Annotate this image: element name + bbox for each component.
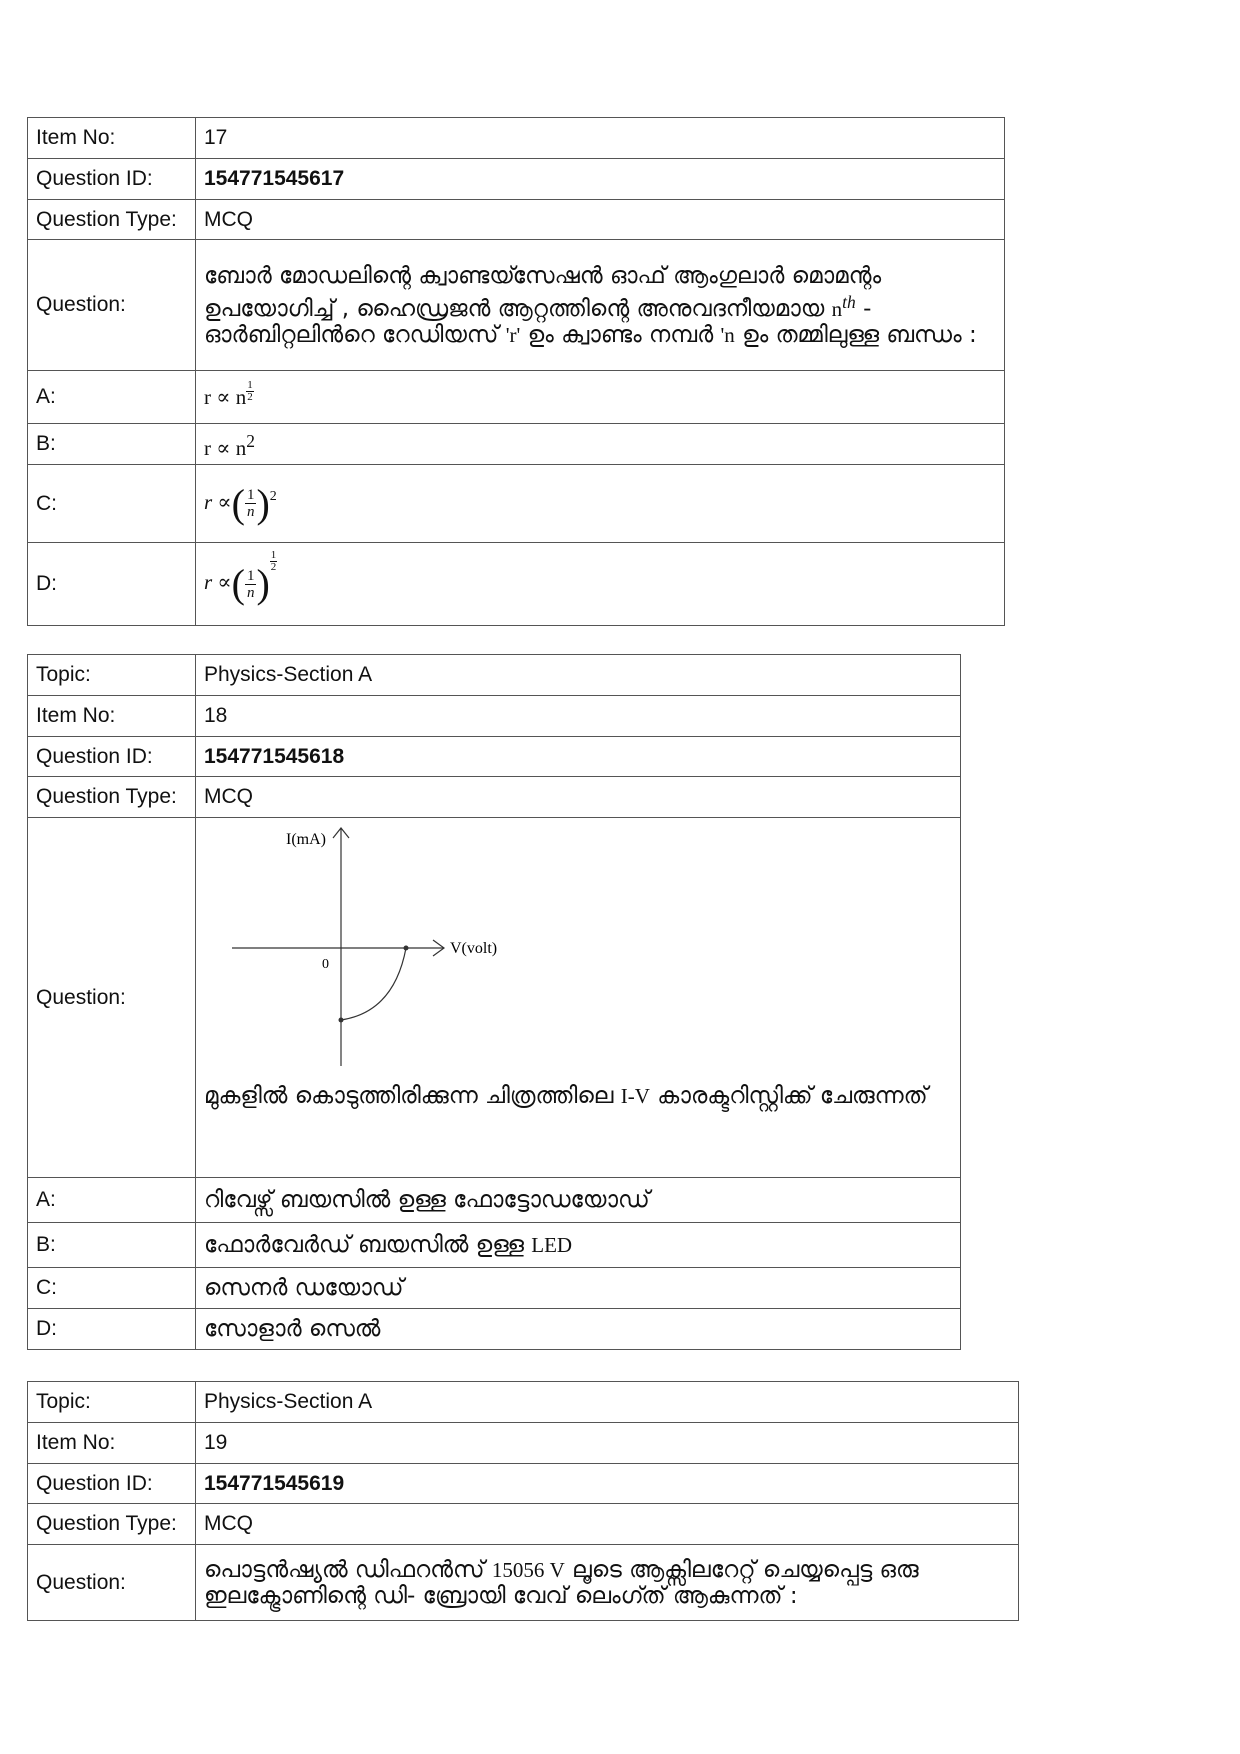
x-axis-label: V(volt) — [450, 940, 498, 957]
iv-curve — [341, 948, 406, 1020]
option-c-exponent: 2 — [269, 488, 277, 504]
question-text-part1: ബോർ മോഡലിന്റെ ക്വാണ്ടയ്സേഷൻ ഓഫ് ആംഗുലാർ മൊമന്റം ഉപയോഗിച്ച് , ഹൈഡ്രജൻ ആറ്റത്തിന്റെ അനുവദനീയമായ — [204, 262, 882, 322]
question-type-value: MCQ — [196, 200, 1005, 240]
option-b-label: B: — [28, 1223, 196, 1268]
option-d-fraction — [245, 568, 257, 601]
question-type-label: Question Type: — [28, 200, 196, 240]
question-id-label: Question ID: — [28, 737, 196, 777]
option-c-fraction — [245, 487, 257, 520]
topic-value: Physics-Section A — [196, 1382, 1019, 1423]
item-no-value: 17 — [196, 118, 1005, 159]
question-text — [196, 240, 1005, 371]
option-a-label: A: — [28, 1178, 196, 1223]
question-id-value: 154771545619 — [196, 1464, 1019, 1504]
question-type-value: MCQ — [196, 777, 961, 818]
option-d-paren-close: ) — [256, 561, 270, 606]
curve-start-point — [339, 1018, 344, 1023]
question-id-value: 154771545617 — [196, 159, 1005, 200]
option-d-label: D: — [28, 543, 196, 626]
topic-label: Topic: — [28, 655, 196, 696]
option-a-formula — [196, 371, 1005, 424]
question-label: Question: — [28, 1545, 196, 1621]
question-label: Question: — [28, 240, 196, 371]
topic-label: Topic: — [28, 1382, 196, 1423]
item-no-value: 19 — [196, 1423, 1019, 1464]
question-id-label: Question ID: — [28, 159, 196, 200]
option-c-den: n — [246, 504, 255, 520]
option-b-label: B: — [28, 424, 196, 465]
option-b-text — [196, 1223, 961, 1268]
question-id-value: 154771545618 — [196, 737, 961, 777]
option-c-lhs: r ∝ — [204, 489, 232, 514]
question-text — [196, 1545, 1019, 1621]
option-d-den: n — [246, 584, 255, 601]
option-d-exponent — [270, 550, 278, 573]
question-r: 'r' — [505, 322, 521, 347]
question-17-table — [27, 117, 1005, 626]
option-d-num: 1 — [246, 567, 255, 584]
option-d-lhs: r ∝ — [204, 569, 232, 594]
option-d-formula — [196, 543, 1005, 626]
question-text-part2: ലൂടെ ആക്സിലറേറ്റ് ചെയ്യപ്പെട്ട ഒരു ഇലക്ട്രോണിന്റെ ഡി- ബ്രോയി വേവ് ലെംഗ്ത് ആകുന്നത് : — [204, 1556, 919, 1609]
option-a-text: റിവേഴ്സ് ബയസിൽ ഉള്ള ഫോട്ടോഡയോഡ് — [196, 1178, 961, 1223]
option-b-exponent: 2 — [246, 430, 255, 451]
question-voltage: 15056 V — [491, 1557, 565, 1582]
option-b-text-part: ഫോർവേർഡ് ബയസിൽ ഉള്ള — [204, 1232, 524, 1258]
option-d-paren-open: ( — [231, 561, 245, 606]
option-a-label: A: — [28, 371, 196, 424]
question-label: Question: — [28, 818, 196, 1178]
option-b-formula — [196, 424, 1005, 465]
origin-label: 0 — [322, 957, 329, 972]
question-text-part1: പൊട്ടൻഷ്യൽ ഡിഫറൻസ് — [204, 1556, 485, 1583]
question-n: 'n — [720, 322, 735, 347]
option-a-exp-den: 2 — [247, 391, 253, 403]
option-c-label: C: — [28, 465, 196, 543]
topic-value: Physics-Section A — [196, 655, 961, 696]
item-no-label: Item No: — [28, 696, 196, 737]
item-no-label: Item No: — [28, 118, 196, 159]
curve-end-point — [404, 946, 409, 951]
question-18-table — [27, 654, 961, 1350]
question-content — [196, 818, 961, 1178]
option-a-exp-num: 1 — [247, 379, 253, 391]
question-text-part1: മുകളിൽ കൊടുത്തിരിക്കുന്ന ചിത്രത്തിലെ — [204, 1083, 614, 1109]
question-type-label: Question Type: — [28, 777, 196, 818]
option-d-label: D: — [28, 1309, 196, 1350]
question-19-table — [27, 1381, 1019, 1621]
question-type-value: MCQ — [196, 1504, 1019, 1545]
option-a-lhs: r ∝ n — [204, 385, 247, 409]
option-c-paren-close: ) — [256, 480, 270, 526]
option-d-exp-num: 1 — [270, 549, 277, 561]
option-c-label: C: — [28, 1268, 196, 1309]
nth-sup: th — [842, 291, 856, 312]
question-id-label: Question ID: — [28, 1464, 196, 1504]
item-no-label: Item No: — [28, 1423, 196, 1464]
question-type-label: Question Type: — [28, 1504, 196, 1545]
option-c-num: 1 — [246, 487, 255, 503]
question-iv: I-V — [620, 1084, 650, 1108]
option-c-paren-open: ( — [231, 480, 245, 526]
nth-base: n — [831, 296, 843, 321]
option-c-formula — [196, 465, 1005, 543]
y-axis-label: I(mA) — [286, 831, 326, 848]
iv-characteristic-graph — [204, 822, 524, 1072]
question-text-part3: ഉം ക്വാണ്ടം നമ്പർ — [527, 321, 714, 348]
option-a-exponent — [246, 380, 254, 403]
option-b-lhs: r ∝ n — [204, 435, 247, 460]
option-b-led: LED — [531, 1233, 573, 1257]
question-text — [204, 1082, 952, 1111]
option-c-text: സെനർ ഡയോഡ് — [196, 1268, 961, 1309]
question-text-part4: ഉം തമ്മിലുള്ള ബന്ധം : — [742, 321, 977, 348]
question-nth — [831, 291, 856, 321]
item-no-value: 18 — [196, 696, 961, 737]
question-text-part2: - ഓർബിറ്റലിൻറെ റേഡിയസ് — [204, 295, 872, 348]
option-d-exp-den: 2 — [270, 561, 277, 573]
question-text-part2: കാരക്ടറിസ്റ്റിക്ക് ചേരുന്നത് — [657, 1083, 928, 1109]
option-d-text: സോളാർ സെൽ — [196, 1309, 961, 1350]
